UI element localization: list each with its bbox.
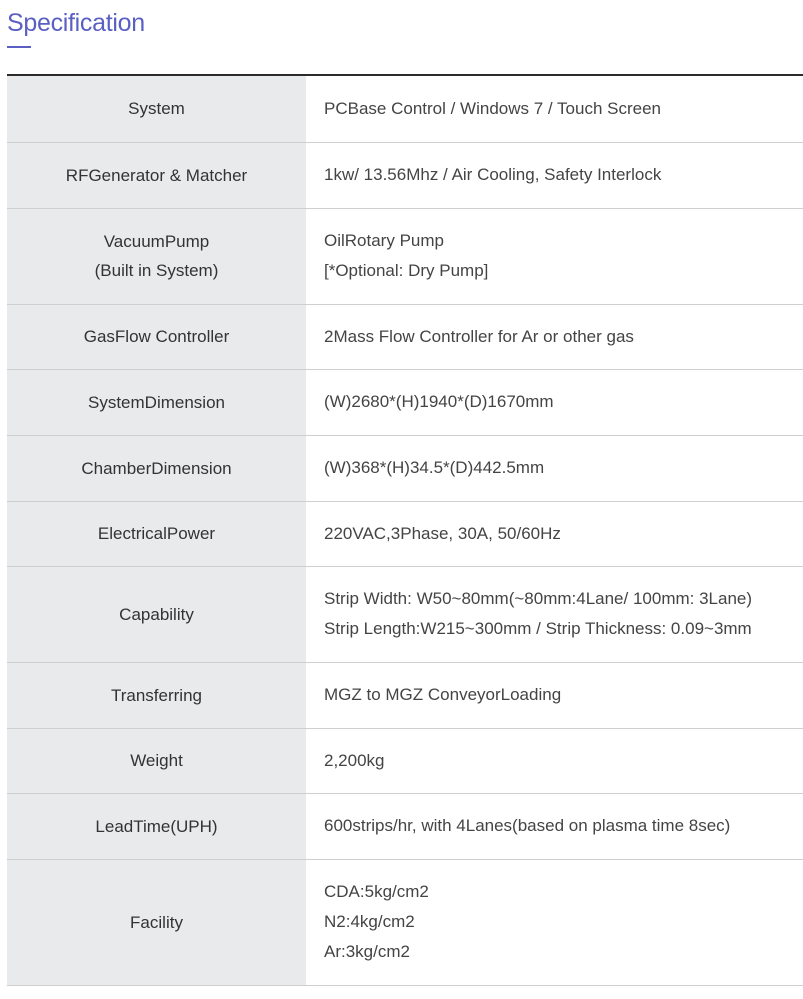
spec-value-line: 2,200kg	[324, 750, 385, 770]
spec-label-line: ChamberDimension	[81, 458, 232, 478]
spec-label-line: System	[128, 99, 185, 119]
spec-label	[7, 369, 306, 435]
spec-value	[306, 859, 803, 985]
spec-label	[7, 501, 306, 566]
spec-value	[306, 369, 803, 435]
spec-row-facility	[7, 859, 803, 985]
spec-value	[306, 728, 803, 793]
spec-label-line: Weight	[130, 751, 183, 770]
spec-value	[306, 304, 803, 369]
spec-label-line: (Built in System)	[94, 261, 219, 280]
spec-label	[7, 793, 306, 859]
spec-table	[7, 74, 803, 986]
spec-label-line: ElectricalPower	[97, 524, 216, 543]
spec-value	[306, 75, 803, 142]
spec-label	[7, 435, 306, 501]
page-title: Specification	[7, 9, 145, 37]
spec-table-body	[7, 75, 803, 985]
spec-value-line: Strip Width: W50~80mm(~80mm:4Lane/ 100mm: 3Lane)	[324, 589, 753, 608]
spec-value-line: 600strips/hr, with 4Lanes(based on plasma time 8sec)	[324, 816, 731, 835]
spec-label-line: Capability	[119, 604, 194, 624]
spec-value-line: MGZ to MGZ ConveyorLoading	[324, 685, 562, 704]
spec-row-vacuum-pump	[7, 208, 803, 304]
spec-value-line: N2:4kg/cm2	[324, 912, 415, 931]
spec-label	[7, 208, 306, 304]
spec-label-line: VacuumPump	[103, 232, 210, 251]
spec-value	[306, 142, 803, 208]
spec-value-line: (W)368*(H)34.5*(D)442.5mm	[324, 458, 545, 477]
spec-value-line: OilRotary Pump	[324, 231, 444, 250]
spec-row-system-dimension	[7, 369, 803, 435]
spec-label-line: Transferring	[110, 685, 202, 705]
spec-label-line: Facility	[130, 912, 183, 932]
spec-row-rf-generator	[7, 142, 803, 208]
spec-value	[306, 208, 803, 304]
spec-row-system	[7, 75, 803, 142]
spec-label	[7, 859, 306, 985]
spec-row-electrical-power	[7, 501, 803, 566]
spec-value-line: Ar:3kg/cm2	[324, 942, 410, 961]
spec-value	[306, 793, 803, 859]
spec-label	[7, 142, 306, 208]
spec-row-weight	[7, 728, 803, 793]
spec-row-capability	[7, 566, 803, 662]
title-underline	[7, 46, 31, 48]
spec-label-line: RFGenerator & Matcher	[65, 165, 248, 185]
spec-value-line: CDA:5kg/cm2	[324, 882, 429, 901]
spec-row-gas-flow	[7, 304, 803, 369]
spec-value-line: 2Mass Flow Controller for Ar or other gas	[324, 326, 634, 346]
spec-value-line: Strip Length:W215~300mm / Strip Thickness: 0.09~3mm	[324, 619, 752, 638]
spec-label	[7, 728, 306, 793]
spec-value-line: [*Optional: Dry Pump]	[324, 261, 489, 280]
spec-value-line: 1kw/ 13.56Mhz / Air Cooling, Safety Interlock	[324, 165, 662, 184]
spec-row-chamber-dimension	[7, 435, 803, 501]
spec-label	[7, 304, 306, 369]
spec-value-line: PCBase Control / Windows 7 / Touch Screen	[324, 98, 662, 118]
spec-label-line: GasFlow Controller	[83, 327, 230, 346]
spec-label	[7, 75, 306, 142]
spec-label-line: SystemDimension	[88, 392, 225, 412]
spec-row-lead-time	[7, 793, 803, 859]
spec-label-line: LeadTime(UPH)	[95, 816, 218, 836]
spec-value-line: 220VAC,3Phase, 30A, 50/60Hz	[324, 523, 561, 543]
spec-row-transferring	[7, 662, 803, 728]
spec-label	[7, 662, 306, 728]
spec-label	[7, 566, 306, 662]
spec-value	[306, 662, 803, 728]
spec-value	[306, 501, 803, 566]
spec-value	[306, 435, 803, 501]
spec-value-line: (W)2680*(H)1940*(D)1670mm	[324, 392, 554, 411]
spec-value	[306, 566, 803, 662]
